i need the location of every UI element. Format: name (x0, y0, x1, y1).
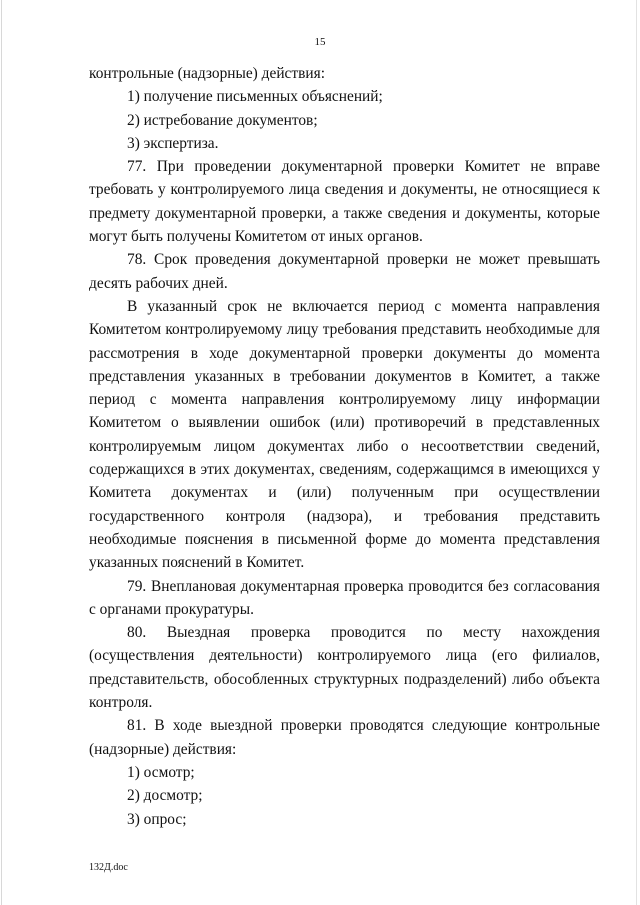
list-item: 3) экспертиза. (127, 134, 219, 152)
paragraph-81: 81. В ходе выездной проверки проводятся следующие контрольные (надзорные) действия: (89, 717, 600, 758)
paragraph: контрольные (надзорные) действия: (89, 65, 325, 82)
document-body (89, 62, 600, 831)
paragraph-79: 79. Внеплановая документарная проверка проводится без согласования с органами прокуратуры. (89, 577, 600, 618)
page-number: 15 (314, 36, 326, 48)
list-item: 2) истребование документов; (127, 111, 318, 129)
scan-edge-right (636, 0, 637, 905)
list-item: 1) осмотр; (127, 763, 195, 781)
paragraph-78-continued: В указанный срок не включается период с момента направления Комитетом контролируемому лицу требования представить необходимые для рассмотрения в ходе документарной проверки документы до момента представления указанных в требовании документов в Комитет, а также период с момента направления контролируемому лицу информации Комитетом о выявлении ошибок (или) противоречий в представленных контролируемым лицом документах либо о несоответствии сведений, содержащихся в этих документах, сведениям, содержащимся в имеющихся у Комитета документах и (или) полученным при осуществлении государственного контроля (надзора), и требования представить необходимые пояснения в письменной форме до момента представления указанных пояснений в Комитет. (89, 297, 600, 572)
paragraph-77: 77. При проведении документарной проверки Комитет не вправе требовать у контролируемого лица сведения и документы, не относящиеся к предмету документарной проверки, а также сведения и документы, которые могут быть получены Комитетом от иных органов. (89, 158, 600, 246)
list-item: 2) досмотр; (127, 787, 203, 805)
paragraph-78: 78. Срок проведения документарной проверки не может превышать десять рабочих дней. (89, 251, 600, 292)
list-item: 1) получение письменных объяснений; (127, 88, 383, 106)
footer-filename: 132Д.doc (89, 862, 128, 873)
list-item: 3) опрос; (127, 810, 187, 828)
scan-edge-left (1, 0, 2, 905)
paragraph-80: 80. Выездная проверка проводится по месту нахождения (осуществления деятельности) контролируемого лица (его филиалов, представительств, обособленных структурных подразделений) либо объекта контроля. (89, 624, 600, 712)
